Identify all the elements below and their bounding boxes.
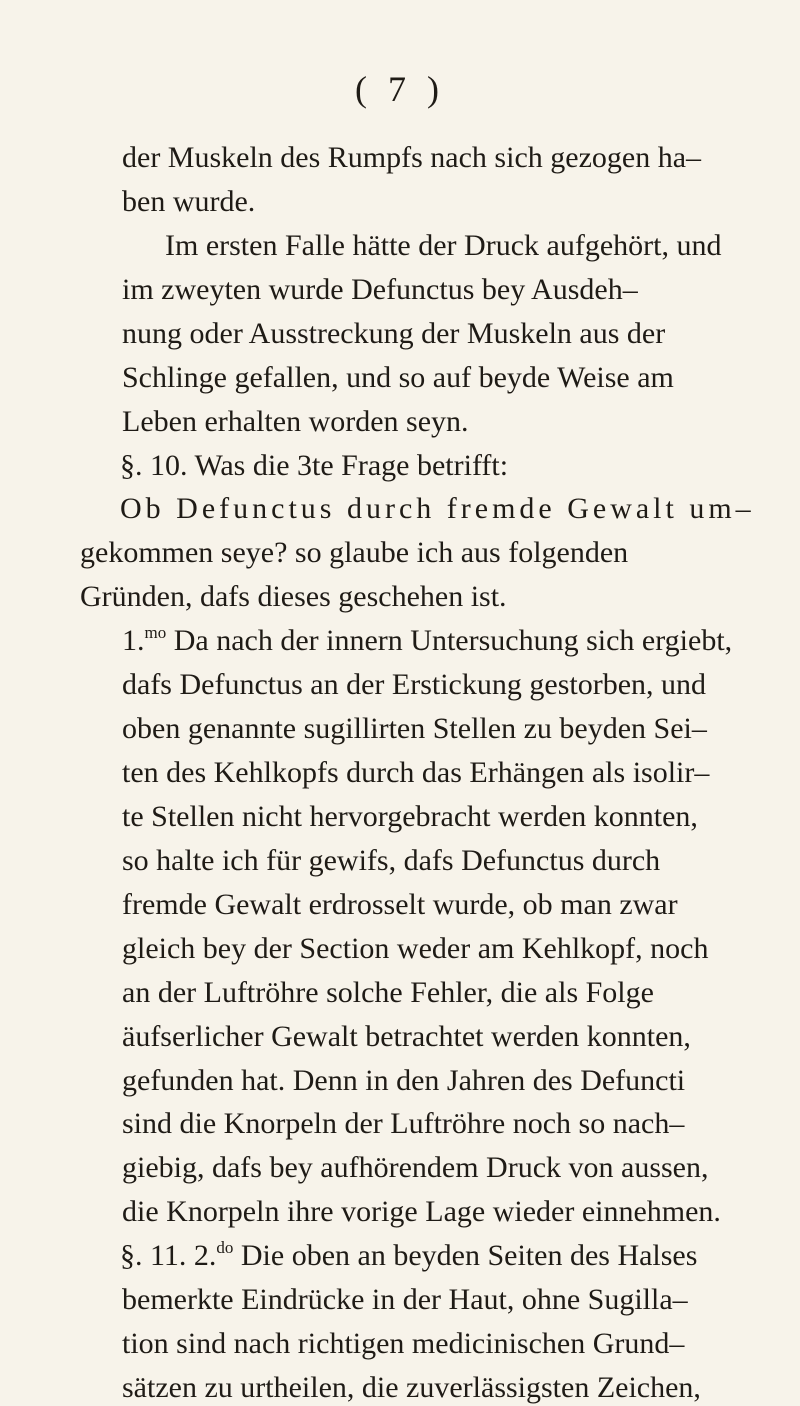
text-line-4: im zweyten wurde Defunctus bey Ausdeh– — [122, 273, 638, 306]
text-line-6: Schlinge gefallen, und so auf beyde Weise am — [122, 361, 674, 394]
text-line-7: Leben erhalten worden seyn. — [122, 405, 469, 438]
text-line-3: Im ersten Falle hätte der Druck aufgehört, und — [165, 229, 722, 262]
text-line-19: gleich bey der Section weder am Kehlkopf, noch — [122, 932, 709, 965]
text-line-18: fremde Gewalt erdrosselt wurde, ob man zwar — [122, 888, 678, 921]
item-number-primo-sup: mo — [144, 623, 167, 642]
text-line-29: sätzen zu urtheilen, die zuverlässigsten Zeichen, — [122, 1371, 701, 1404]
text-line-17: so halte ich für gewifs, dafs Defunctus durch — [122, 844, 661, 877]
text-line-1: der Muskeln des Rumpfs nach sich gezogen ha– — [122, 141, 702, 174]
text-line-27: bemerkte Eindrücke in der Haut, ohne Sugilla– — [122, 1283, 688, 1316]
text-line-23: sind die Knorpeln der Luftröhre noch so nach– — [122, 1107, 685, 1140]
text-line-21: äufserlicher Gewalt betrachtet werden konnten, — [122, 1020, 691, 1053]
text-line-10: gekommen seye? so glaube ich aus folgenden — [80, 536, 629, 569]
section-10-heading: §. 10. Was die 3te Frage betrifft: — [120, 449, 509, 482]
text-line-13: dafs Defunctus an der Erstickung gestorben, und — [122, 668, 707, 701]
text-line-24: giebig, dafs bey aufhörendem Druck von aussen, — [122, 1151, 709, 1184]
text-line-20: an der Luftröhre solche Fehler, die als Folge — [122, 976, 654, 1009]
text-line-25: die Knorpeln ihre vorige Lage wieder einnehmen. — [122, 1195, 721, 1228]
text-line-28: tion sind nach richtigen medicinischen Grund– — [122, 1327, 685, 1360]
item-number-primo: 1. — [122, 624, 145, 657]
text-line-11: Gründen, dafs dieses geschehen ist. — [80, 580, 507, 613]
text-line-22: gefunden hat. Denn in den Jahren des Defuncti — [122, 1064, 686, 1097]
section-11-marker: §. 11. 2. — [120, 1239, 217, 1272]
section-11-heading — [120, 1238, 697, 1274]
text-line-5: nung oder Ausstreckung der Muskeln aus der — [122, 317, 666, 350]
text-line-15: ten des Kehlkopfs durch das Erhängen als isolir– — [122, 756, 710, 789]
text-line-12 — [122, 623, 732, 659]
section-11-body: Die oben an beyden Seiten des Halses — [240, 1239, 698, 1272]
text-line-2: ben wurde. — [122, 185, 256, 218]
item-number-secundo-sup: do — [216, 1238, 234, 1257]
text-line-14: oben genannte sugillirten Stellen zu beyden Sei– — [122, 712, 707, 745]
text-line-9: Ob Defunctus durch fremde Gewalt um– — [120, 492, 755, 525]
page-number: ( 7 ) — [355, 69, 445, 109]
text-line-16: te Stellen nicht hervorgebracht werden konnten, — [122, 800, 698, 833]
text-line-12-body: Da nach der innern Untersuchung sich ergiebt, — [173, 624, 733, 657]
